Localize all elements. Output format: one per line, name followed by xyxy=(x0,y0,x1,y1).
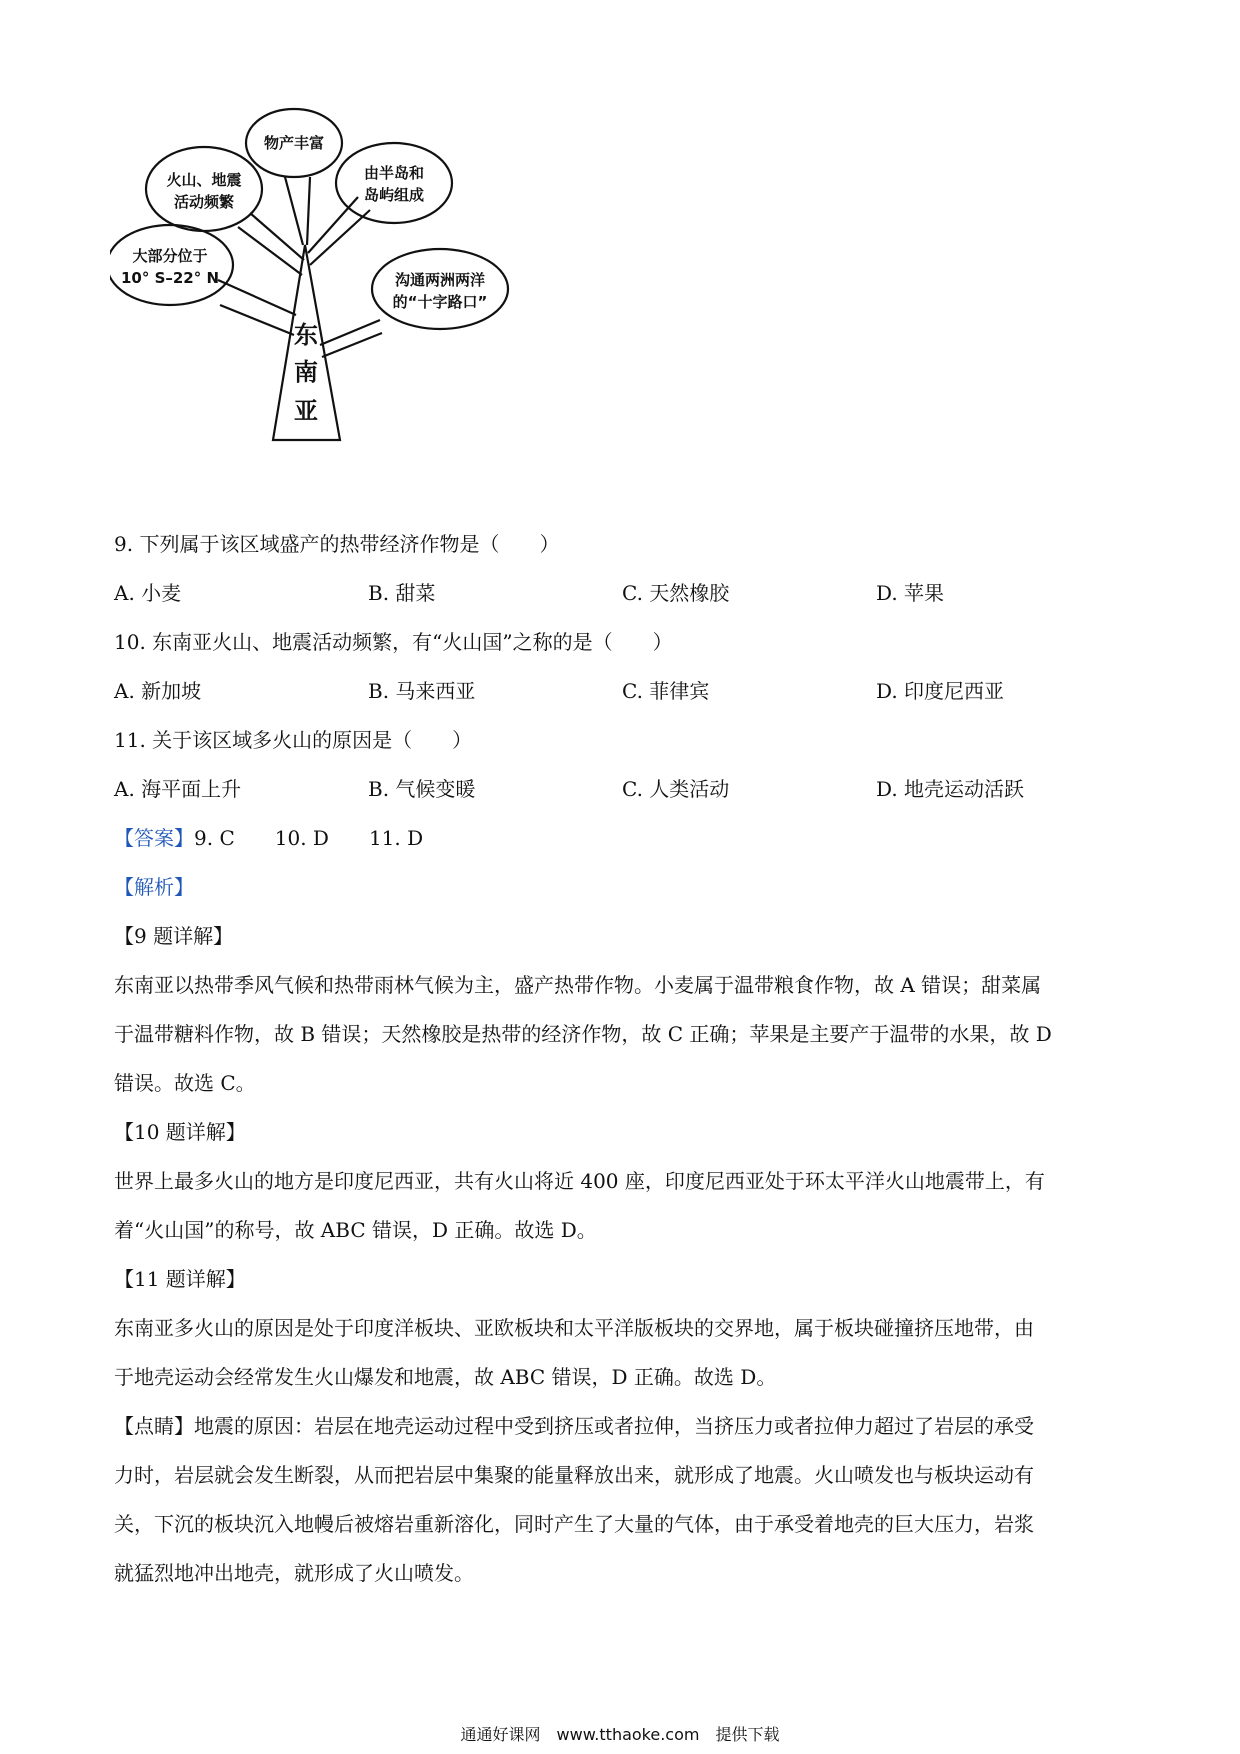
detail-11-line: 于地壳运动会经常发生火山爆发和地震，故 ABC 错误，D 正确。故选 D。 xyxy=(114,1365,777,1389)
question-10-options xyxy=(114,667,1134,716)
answer-line xyxy=(114,814,1134,863)
question-content xyxy=(114,520,1134,1598)
trunk-label-char-3: 亚 xyxy=(294,397,318,425)
question-9-option-a: A. 小麦 xyxy=(114,581,182,605)
bubble-latitude-line-1: 大部分位于 xyxy=(132,247,208,265)
detail-9-line: 于温带糖料作物，故 B 错误；天然橡胶是热带的经济作物，故 C 正确；苹果是主要产于温带的水果，故 D xyxy=(114,1022,1052,1046)
trunk-label-char-1: 东 xyxy=(294,321,318,349)
detail-10-line: 世界上最多火山的地方是印度尼西亚，共有火山将近 400 座，印度尼西亚处于环太平洋火山地震带上，有 xyxy=(114,1169,1045,1193)
bubble-peninsula xyxy=(336,143,452,223)
bubble-crossroad xyxy=(372,249,508,329)
southeast-asia-tree-diagram xyxy=(110,105,580,505)
question-10-option-c: C. 菲律宾 xyxy=(622,679,710,703)
detail-9-line: 东南亚以热带季风气候和热带雨林气候为主，盛产热带作物。小麦属于温带粮食作物，故 A 错误；甜菜属 xyxy=(114,973,1042,997)
trunk-label-char-2: 南 xyxy=(294,358,318,386)
question-10-stem: 10. 东南亚火山、地震活动频繁，有“火山国”之称的是（ ） xyxy=(114,630,673,654)
dianjing-line: 力时，岩层就会发生断裂，从而把岩层中集聚的能量释放出来，就形成了地震。火山喷发也与板块运动有 xyxy=(114,1463,1034,1487)
detail-10-line: 着“火山国”的称号，故 ABC 错误，D 正确。故选 D。 xyxy=(114,1218,597,1242)
bubble-crossroad-line-1: 沟通两洲两洋 xyxy=(394,271,486,289)
question-11-option-c: C. 人类活动 xyxy=(622,777,730,801)
answer-item: 10. D xyxy=(274,826,329,850)
bubble-products-line-1: 物产丰富 xyxy=(263,134,325,152)
dianjing-text: 地震的原因：岩层在地壳运动过程中受到挤压或者拉伸，当挤压力或者拉伸力超过了岩层的承受 xyxy=(194,1414,1034,1438)
question-9-options xyxy=(114,569,1134,618)
detail-9-title: 【9 题详解】 xyxy=(114,924,234,948)
dianjing-line: 就猛烈地冲出地壳，就形成了火山喷发。 xyxy=(114,1561,474,1585)
question-11-stem: 11. 关于该区域多火山的原因是（ ） xyxy=(114,728,473,752)
question-10-option-a: A. 新加坡 xyxy=(114,679,202,703)
answer-label: 【答案】 xyxy=(114,826,194,850)
question-11-option-b: B. 气候变暖 xyxy=(368,777,476,801)
detail-9-line: 错误。故选 C。 xyxy=(114,1071,256,1095)
branch-crossroad xyxy=(320,320,382,357)
bubble-latitude-line-2: 10° S–22° N xyxy=(120,269,220,287)
question-11-option-d: D. 地壳运动活跃 xyxy=(876,777,1025,801)
bubble-volcano xyxy=(146,147,262,231)
bubble-peninsula-line-2: 岛屿组成 xyxy=(363,186,425,204)
bubble-latitude xyxy=(110,225,233,305)
detail-11-title: 【11 题详解】 xyxy=(114,1267,246,1291)
tree-diagram-svg xyxy=(110,105,580,505)
question-9-option-c: C. 天然橡胶 xyxy=(622,581,730,605)
bubble-peninsula-line-1: 由半岛和 xyxy=(363,164,425,182)
answer-item: 9. C xyxy=(194,826,235,850)
detail-11-line: 东南亚多火山的原因是处于印度洋板块、亚欧板块和太平洋版板块的交界地，属于板块碰撞挤压地带，由 xyxy=(114,1316,1034,1340)
analysis-label: 【解析】 xyxy=(114,875,194,899)
answer-item: 11. D xyxy=(368,826,424,850)
branch-peninsula xyxy=(308,197,370,265)
branch-latitude xyxy=(218,280,296,335)
detail-10-title: 【10 题详解】 xyxy=(114,1120,246,1144)
footer-source: 通通好课网 www.tthaoke.com 提供下载 xyxy=(460,1725,780,1744)
question-9-option-d: D. 苹果 xyxy=(876,581,945,605)
bubble-volcano-line-2: 活动频繁 xyxy=(173,193,235,211)
dianjing-label: 【点睛】 xyxy=(114,1414,194,1438)
bubble-crossroad-line-2: 的“十字路口” xyxy=(392,293,488,311)
question-9-stem: 9. 下列属于该区域盛产的热带经济作物是（ ） xyxy=(114,532,560,556)
question-11-option-a: A. 海平面上升 xyxy=(114,777,242,801)
question-10-option-b: B. 马来西亚 xyxy=(368,679,476,703)
question-9-option-b: B. 甜菜 xyxy=(368,581,436,605)
question-10-option-d: D. 印度尼西亚 xyxy=(876,679,1005,703)
dianjing-line: 关，下沉的板块沉入地幔后被熔岩重新溶化，同时产生了大量的气体，由于承受着地壳的巨大压力，岩浆 xyxy=(114,1512,1034,1536)
dianjing-first-line xyxy=(114,1402,1134,1451)
bubble-volcano-line-1: 火山、地震 xyxy=(166,171,242,189)
branch-products xyxy=(285,177,310,245)
branch-volcano xyxy=(238,213,304,275)
question-11-options xyxy=(114,765,1134,814)
